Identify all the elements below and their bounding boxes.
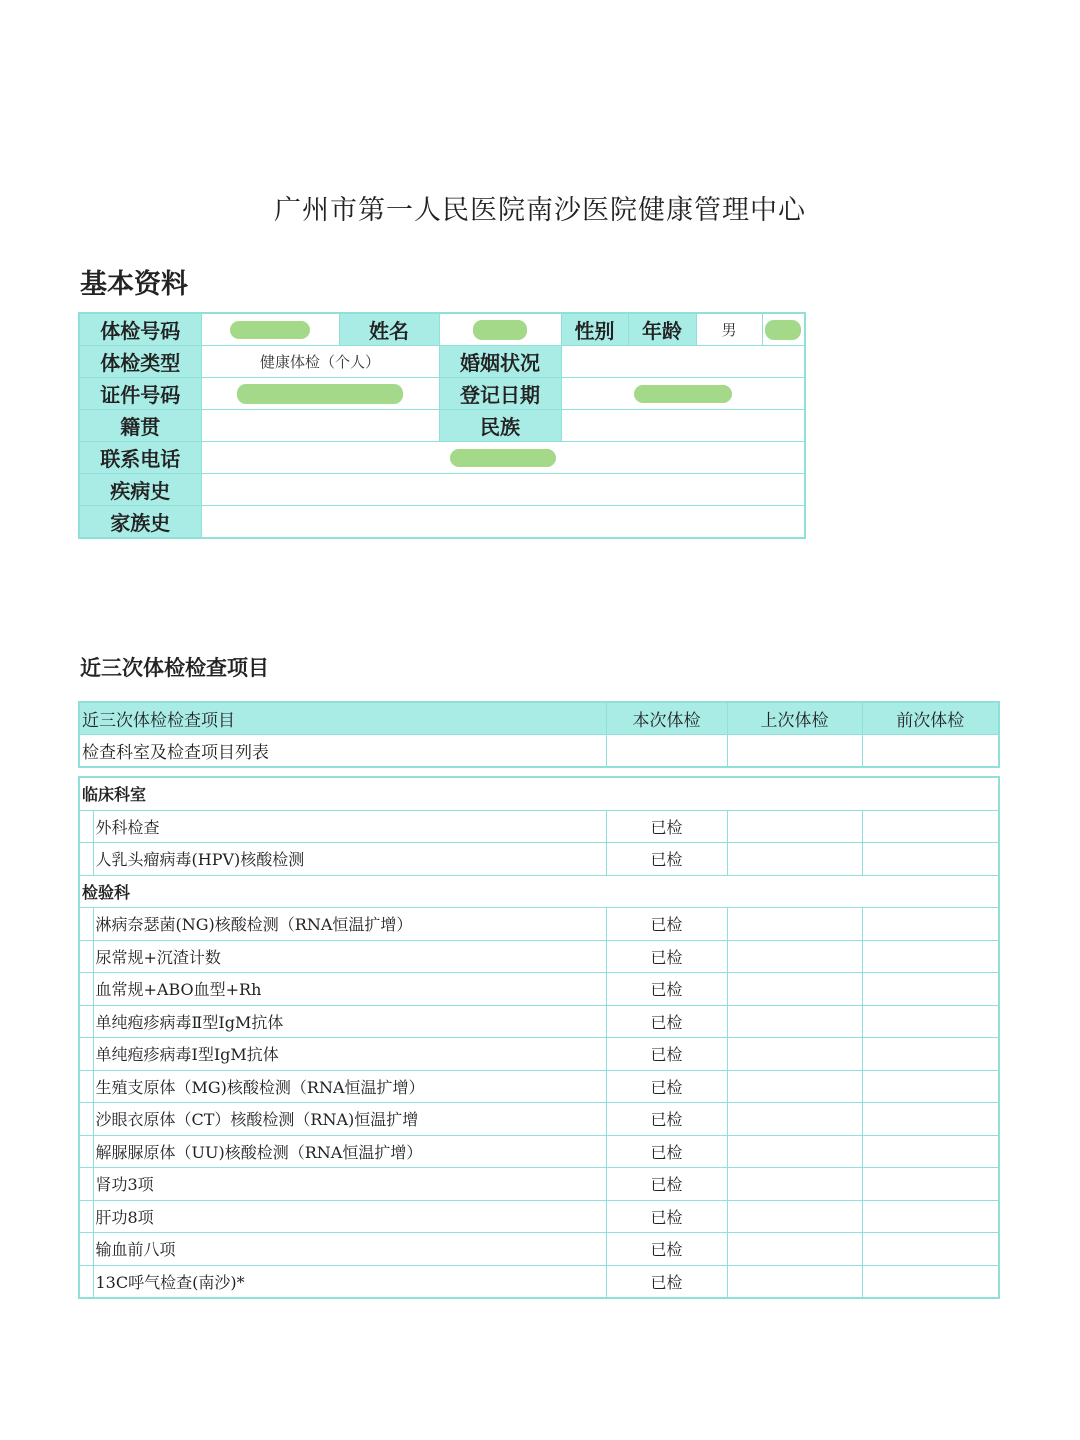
name-label: 姓名 xyxy=(339,313,439,346)
empty-cell xyxy=(727,1168,862,1201)
item-name: 单纯疱疹病毒Ⅰ型IgM抗体 xyxy=(93,1038,606,1071)
section-title: 检验科 xyxy=(79,875,999,908)
item-name: 肾功3项 xyxy=(93,1168,606,1201)
section-row xyxy=(79,777,999,810)
current-status: 已检 xyxy=(606,1168,727,1201)
table-row xyxy=(79,940,999,973)
empty-cell xyxy=(862,1200,999,1233)
table-row xyxy=(79,1070,999,1103)
item-name: 血常规+ABO血型+Rh xyxy=(93,973,606,1006)
current-status: 已检 xyxy=(606,1200,727,1233)
family-history-label: 家族史 xyxy=(79,506,201,539)
name-value xyxy=(439,313,561,346)
age-label: 年龄 xyxy=(628,313,696,346)
indent-cell xyxy=(79,843,93,876)
table-row xyxy=(79,1265,999,1298)
indent-cell xyxy=(79,1005,93,1038)
disease-history-value xyxy=(201,474,805,506)
ethnicity-label: 民族 xyxy=(439,410,561,442)
item-name: 输血前八项 xyxy=(93,1233,606,1266)
gender-value: 男 xyxy=(696,313,762,346)
empty-cell xyxy=(727,735,862,768)
indent-cell xyxy=(79,1038,93,1071)
id-no-label: 证件号码 xyxy=(79,378,201,410)
column-header-before-previous: 前次体检 xyxy=(862,702,999,735)
indent-cell xyxy=(79,1135,93,1168)
basic-info-heading: 基本资料 xyxy=(80,269,188,300)
table-row xyxy=(79,1005,999,1038)
current-status: 已检 xyxy=(606,940,727,973)
marital-label: 婚姻状况 xyxy=(439,346,561,378)
marital-value xyxy=(561,346,805,378)
current-status: 已检 xyxy=(606,810,727,843)
empty-cell xyxy=(862,1070,999,1103)
current-status: 已检 xyxy=(606,1038,727,1071)
ethnicity-value xyxy=(561,410,805,442)
item-name: 生殖支原体（MG)核酸检测（RNA恒温扩增） xyxy=(93,1070,606,1103)
id-no-value xyxy=(201,378,439,410)
item-name: 13C呼气检查(南沙)* xyxy=(93,1265,606,1298)
items-heading: 近三次体检检查项目 xyxy=(80,656,269,680)
item-name: 人乳头瘤病毒(HPV)核酸检测 xyxy=(93,843,606,876)
table-row xyxy=(79,843,999,876)
table-row xyxy=(79,1200,999,1233)
origin-value xyxy=(201,410,439,442)
empty-cell xyxy=(862,1005,999,1038)
current-status: 已检 xyxy=(606,1265,727,1298)
redacted-mark xyxy=(230,321,310,339)
indent-cell xyxy=(79,1200,93,1233)
empty-cell xyxy=(727,1103,862,1136)
empty-cell xyxy=(727,1135,862,1168)
empty-cell xyxy=(727,810,862,843)
empty-cell xyxy=(862,1103,999,1136)
current-status: 已检 xyxy=(606,908,727,941)
empty-cell xyxy=(727,1265,862,1298)
table-row xyxy=(79,810,999,843)
indent-cell xyxy=(79,1070,93,1103)
empty-cell xyxy=(727,1200,862,1233)
items-table xyxy=(78,776,1000,1299)
indent-cell xyxy=(79,1265,93,1298)
age-value xyxy=(762,313,805,346)
empty-cell xyxy=(862,1168,999,1201)
empty-cell xyxy=(727,908,862,941)
current-status: 已检 xyxy=(606,1103,727,1136)
column-header-current: 本次体检 xyxy=(606,702,727,735)
table-row xyxy=(79,1233,999,1266)
current-status: 已检 xyxy=(606,1005,727,1038)
indent-cell xyxy=(79,1168,93,1201)
current-status: 已检 xyxy=(606,1135,727,1168)
family-history-value xyxy=(201,506,805,539)
empty-cell xyxy=(862,1233,999,1266)
table-row xyxy=(79,1038,999,1071)
phone-value xyxy=(201,442,805,474)
column-header-previous: 上次体检 xyxy=(727,702,862,735)
current-status: 已检 xyxy=(606,843,727,876)
table-row xyxy=(79,1135,999,1168)
indent-cell xyxy=(79,908,93,941)
items-header-table xyxy=(78,701,1000,768)
item-name: 外科检查 xyxy=(93,810,606,843)
empty-cell xyxy=(727,843,862,876)
empty-cell xyxy=(727,1038,862,1071)
empty-cell xyxy=(862,843,999,876)
exam-type-label: 体检类型 xyxy=(79,346,201,378)
redacted-mark xyxy=(634,385,732,403)
table-row xyxy=(79,973,999,1006)
item-name: 淋病奈瑟菌(NG)核酸检测（RNA恒温扩增） xyxy=(93,908,606,941)
item-name: 解脲脲原体（UU)核酸检测（RNA恒温扩增） xyxy=(93,1135,606,1168)
indent-cell xyxy=(79,1233,93,1266)
indent-cell xyxy=(79,810,93,843)
item-name: 沙眼衣原体（CT）核酸检测（RNA)恒温扩增 xyxy=(93,1103,606,1136)
empty-cell xyxy=(862,735,999,768)
item-name: 单纯疱疹病毒Ⅱ型IgM抗体 xyxy=(93,1005,606,1038)
section-row xyxy=(79,875,999,908)
empty-cell xyxy=(727,973,862,1006)
current-status: 已检 xyxy=(606,1070,727,1103)
redacted-mark xyxy=(765,320,801,340)
empty-cell xyxy=(727,940,862,973)
table-row xyxy=(79,1168,999,1201)
column-header-item: 近三次体检检查项目 xyxy=(79,702,606,735)
redacted-mark xyxy=(237,384,403,404)
document-title: 广州市第一人民医院南沙医院健康管理中心 xyxy=(274,195,806,226)
indent-cell xyxy=(79,940,93,973)
item-name: 尿常规+沉渣计数 xyxy=(93,940,606,973)
empty-cell xyxy=(862,1038,999,1071)
disease-history-label: 疾病史 xyxy=(79,474,201,506)
table-row xyxy=(79,908,999,941)
section-title: 临床科室 xyxy=(79,777,999,810)
gender-label: 性别 xyxy=(561,313,628,346)
indent-cell xyxy=(79,1103,93,1136)
current-status: 已检 xyxy=(606,1233,727,1266)
empty-cell xyxy=(862,1135,999,1168)
origin-label: 籍贯 xyxy=(79,410,201,442)
empty-cell xyxy=(727,1070,862,1103)
empty-cell xyxy=(862,973,999,1006)
items-subheader: 检查科室及检查项目列表 xyxy=(79,735,606,768)
exam-no-label: 体检号码 xyxy=(79,313,201,346)
item-name: 肝功8项 xyxy=(93,1200,606,1233)
redacted-mark xyxy=(473,320,527,340)
empty-cell xyxy=(727,1005,862,1038)
indent-cell xyxy=(79,973,93,1006)
empty-cell xyxy=(606,735,727,768)
reg-date-value xyxy=(561,378,805,410)
basic-info-table xyxy=(78,312,806,539)
exam-type-value: 健康体检（个人） xyxy=(201,346,439,378)
phone-label: 联系电话 xyxy=(79,442,201,474)
table-row xyxy=(79,1103,999,1136)
redacted-mark xyxy=(450,449,556,467)
reg-date-label: 登记日期 xyxy=(439,378,561,410)
empty-cell xyxy=(727,1233,862,1266)
empty-cell xyxy=(862,940,999,973)
empty-cell xyxy=(862,908,999,941)
current-status: 已检 xyxy=(606,973,727,1006)
exam-no-value xyxy=(201,313,339,346)
empty-cell xyxy=(862,810,999,843)
empty-cell xyxy=(862,1265,999,1298)
